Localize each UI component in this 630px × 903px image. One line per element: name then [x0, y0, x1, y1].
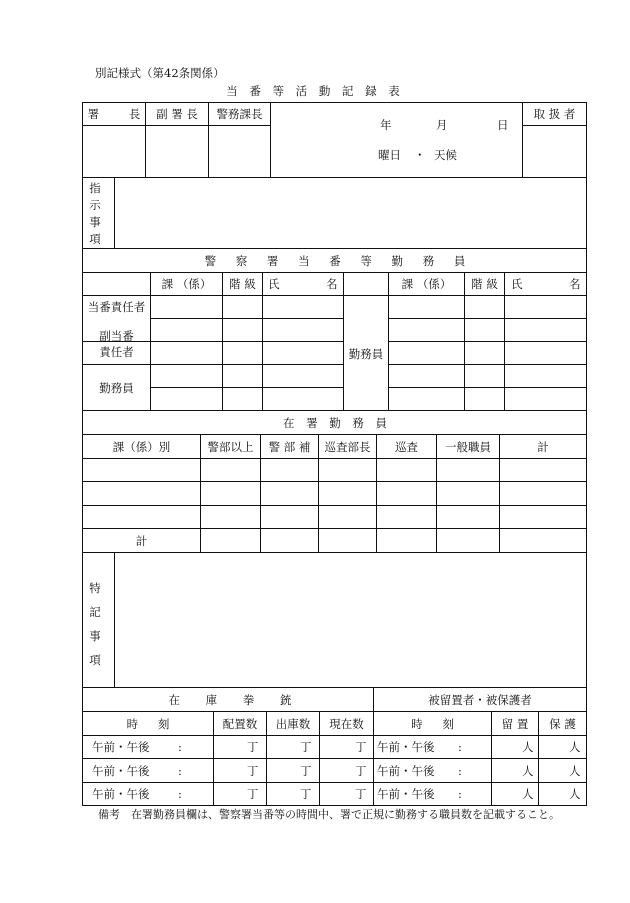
col-section-right: 課 （係） — [401, 277, 452, 291]
deputy-chief-label: 副 署 長 — [156, 107, 198, 121]
divider — [343, 272, 344, 410]
divider — [388, 341, 587, 342]
detainees-row-unit: 人 — [569, 740, 581, 754]
separator-dot: ・ — [414, 148, 426, 162]
divider — [222, 272, 223, 410]
onsite-col-4: 巡査 — [395, 440, 418, 454]
col-name-2-right: 名 — [569, 277, 581, 291]
divider — [82, 758, 587, 759]
guns-row-time: 午前・午後 — [92, 787, 150, 801]
detainees-row-unit: 人 — [522, 787, 534, 801]
divider — [114, 552, 115, 687]
frame-right — [586, 102, 587, 806]
detainees-row-unit: 人 — [522, 740, 534, 754]
divider — [504, 272, 505, 410]
guns-col-out: 出庫数 — [275, 717, 311, 731]
chief-label: 署 長 — [87, 107, 141, 121]
detainees-row-time: 午前・午後 — [377, 764, 435, 778]
col-rank-right: 階 級 — [471, 277, 498, 291]
divider — [522, 125, 586, 126]
detainees-row-colon: : — [458, 764, 462, 778]
detainees-row-unit: 人 — [569, 787, 581, 801]
divider — [150, 318, 343, 319]
divider — [114, 177, 115, 248]
year-label: 年 — [380, 118, 392, 132]
col-name-2: 名 — [326, 277, 338, 291]
label-char: 項 — [89, 232, 101, 246]
frame-left — [82, 102, 83, 806]
label-char: 特 — [89, 581, 101, 595]
label-char: 記 — [89, 605, 101, 619]
label-char: 事 — [89, 629, 101, 643]
divider — [82, 410, 587, 411]
guns-row-unit: 丁 — [247, 787, 259, 801]
detainees-col-protected: 保 護 — [549, 717, 576, 731]
divider — [82, 711, 587, 712]
onsite-col-1: 警部以上 — [207, 440, 254, 454]
month-label: 月 — [436, 118, 448, 132]
divider — [262, 272, 263, 410]
guns-row-unit: 丁 — [300, 740, 312, 754]
divider — [82, 481, 587, 482]
onsite-col-3: 巡査部長 — [324, 440, 371, 454]
divider — [82, 364, 343, 365]
guns-col-deployed: 配置数 — [222, 717, 258, 731]
form-title: 当 番 等 活 動 記 録 表 — [226, 84, 404, 98]
detainees-row-time: 午前・午後 — [377, 787, 435, 801]
divider — [82, 528, 587, 529]
guns-title: 在 庫 拳 銃 — [168, 693, 292, 707]
divider — [388, 318, 587, 319]
divider — [82, 295, 587, 296]
divider — [82, 125, 270, 126]
detainees-row-colon: : — [458, 787, 462, 801]
onsite-col-0: 課（係）別 — [112, 440, 171, 454]
detainees-col-time: 時 刻 — [411, 717, 454, 731]
row-deputy-label-2: 責任者 — [99, 345, 134, 359]
divider — [82, 434, 587, 435]
weekday-label: 曜日 — [378, 148, 401, 162]
detainees-row-unit: 人 — [569, 764, 581, 778]
detainees-row-unit: 人 — [522, 764, 534, 778]
guns-row-unit: 丁 — [355, 787, 367, 801]
divider — [82, 687, 587, 688]
guns-col-time: 時 刻 — [126, 717, 170, 731]
guns-row-colon: : — [178, 787, 182, 801]
frame-top — [82, 102, 587, 103]
divider — [82, 177, 587, 178]
duty-staff-title: 警 察 署 当 番 等 勤 務 員 — [204, 254, 466, 268]
right-staff-label: 勤務員 — [348, 347, 384, 361]
label-char: 項 — [89, 653, 101, 667]
guns-row-unit: 丁 — [355, 764, 367, 778]
col-rank: 階 級 — [229, 277, 256, 291]
onsite-total-label: 計 — [135, 534, 148, 548]
frame-bottom — [82, 805, 587, 806]
guns-col-current: 現在数 — [329, 717, 364, 731]
guns-row-unit: 丁 — [247, 740, 259, 754]
divider — [464, 272, 465, 410]
row-deputy-label-1: 副当番 — [99, 329, 134, 343]
divider — [270, 102, 271, 177]
guns-row-time: 午前・午後 — [92, 764, 150, 778]
guns-row-colon: : — [178, 764, 182, 778]
detainees-row-time: 午前・午後 — [377, 740, 435, 754]
onsite-col-6: 計 — [537, 440, 549, 454]
detainees-col-detained: 留 置 — [501, 717, 529, 731]
guns-row-unit: 丁 — [355, 740, 367, 754]
onsite-title: 在 署 勤 務 員 — [282, 416, 388, 430]
special-label — [88, 576, 102, 672]
label-char: 示 — [89, 198, 101, 212]
weather-label: 天候 — [434, 148, 457, 162]
divider — [150, 387, 343, 388]
row-staff-label: 勤務員 — [99, 381, 134, 395]
label-char: 指 — [89, 181, 101, 195]
footnote: 備考 在署勤務員欄は、警察署当番等の時間中、署で正規に勤務する職員数を記載すること。 — [98, 808, 560, 821]
detainees-row-colon: : — [458, 740, 462, 754]
section-chief-label: 警務課長 — [216, 107, 263, 121]
label-char: 事 — [89, 215, 101, 229]
onsite-col-2: 警 部 補 — [268, 440, 311, 454]
divider — [82, 735, 587, 736]
divider — [82, 272, 587, 273]
divider — [150, 272, 151, 410]
divider — [82, 782, 587, 783]
guns-row-time: 午前・午後 — [92, 740, 150, 754]
row-chief-label: 当番責任者 — [87, 300, 146, 314]
divider — [82, 505, 587, 506]
divider — [82, 248, 587, 249]
guns-row-unit: 丁 — [300, 764, 312, 778]
col-name-1: 氏 — [268, 277, 280, 291]
guns-row-unit: 丁 — [300, 787, 312, 801]
handler-label: 取 扱 者 — [533, 107, 576, 121]
divider — [388, 364, 587, 365]
divider — [388, 272, 389, 410]
onsite-col-5: 一般職員 — [445, 440, 491, 454]
form-label: 別記様式（第42条関係） — [95, 66, 225, 80]
divider — [82, 552, 587, 553]
col-name-1-right: 氏 — [511, 277, 523, 291]
detainees-title: 被留置者・被保護者 — [428, 693, 532, 707]
divider — [82, 458, 587, 459]
guns-row-colon: : — [178, 740, 182, 754]
col-section: 課 （係） — [161, 277, 212, 291]
guns-row-unit: 丁 — [247, 764, 259, 778]
instructions-label — [88, 180, 102, 248]
day-label: 日 — [497, 118, 509, 132]
divider — [388, 387, 587, 388]
